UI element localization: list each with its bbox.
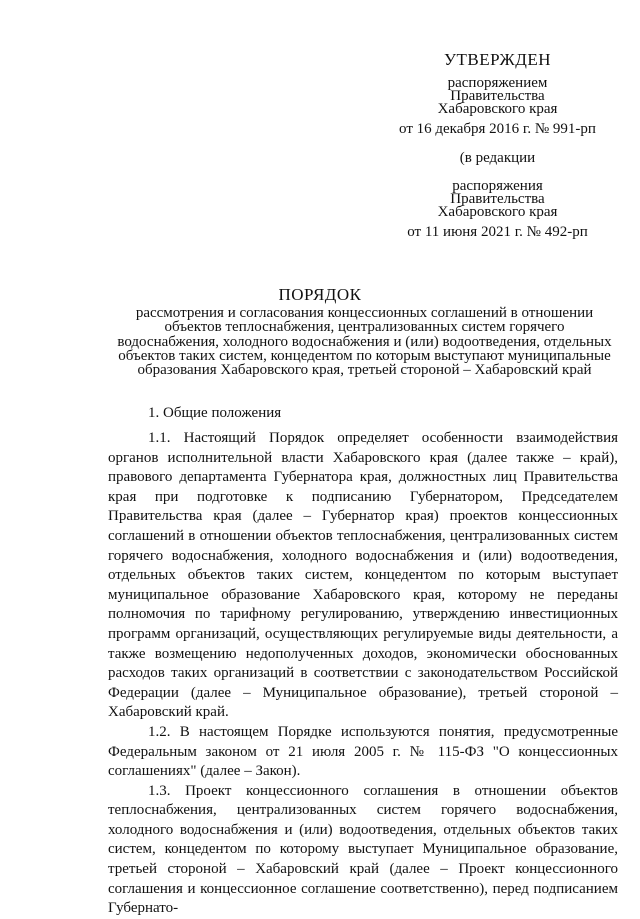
approval-stamp: [385, 52, 610, 240]
approval-line: распоряжением: [447, 75, 548, 91]
section-heading: 1. Общие положения: [148, 405, 282, 421]
approval-line: Правительства: [450, 88, 545, 104]
approval-line: Хабаровского края: [437, 204, 558, 220]
document-title: ПОРЯДОК: [278, 285, 362, 304]
approval-line: (в редакции: [459, 150, 536, 166]
approval-line: Хабаровского края: [437, 101, 558, 117]
approval-date: от 16 декабря 2016 г. № 991-рп: [399, 121, 596, 137]
amendment-date: от 11 июня 2021 г. № 492-рп: [407, 224, 588, 240]
approval-title: УТВЕРЖДЕН: [444, 50, 551, 69]
paragraph: 1.2. В настоящем Порядке используются понятия, предусмотренные Федеральным законом от 21 июля 2005 г. № 115-ФЗ "О концессионных соглашениях" (далее – Закон).: [108, 723, 618, 780]
document-body: [108, 429, 618, 919]
paragraph: 1.1. Настоящий Порядок определяет особенности взаимодействия органов исполнительной власти Хабаровского края (далее также – край), правового департамента Губернатора края, должностных лиц Правительства края при подготовке к подписанию Губернатором, Председателем Правительства края (далее – Губернатор края) проектов концессионных соглашений в отношении объектов теплоснабжения, централизованных систем горячего водоснабжения, холодного водоснабжения и (или) водоотведения, отдельных объектов таких систем, концедентом по которым выступает муниципальное образование Хабаровского края, которому не переданы полномочия по тарифному регулированию, утверждению инвестиционных программ организаций, осуществляющих регулируемые виды деятельности, а также возмещению недополученных доходов, экономически обоснованных расходов таких организаций в соответствии с законодательством Российской Федерации (далее – Муниципальное образование), третьей стороной – Хабаровский край.: [108, 430, 618, 721]
document-subtitle: рассмотрения и согласования концессионных соглашений в отношении объектов теплоснабжения, централизованных систем горячего водоснабжения, холодного водоснабжения и (или) водоотведения, отдельных объектов таких систем, концедентом по которым выступают муниципальные образования Хабаровского края, третьей стороной – Хабаровский край: [117, 305, 612, 379]
amendment-authority: [385, 180, 610, 219]
approval-line: Правительства: [450, 191, 545, 207]
approval-authority: [385, 77, 610, 116]
approval-line: распоряжения: [452, 178, 543, 194]
paragraph: 1.3. Проект концессионного соглашения в отношении объектов теплоснабжения, централизованных систем горячего водоснабжения, холодного водоснабжения и (или) водоотведения, отдельных объектов таких систем, концедентом по которому выступает Муниципальное образование, третьей стороной – Хабаровский край (далее – Проект концессионного соглашения и концессионное соглашение соответственно), перед подписанием Губернато-: [108, 782, 618, 917]
